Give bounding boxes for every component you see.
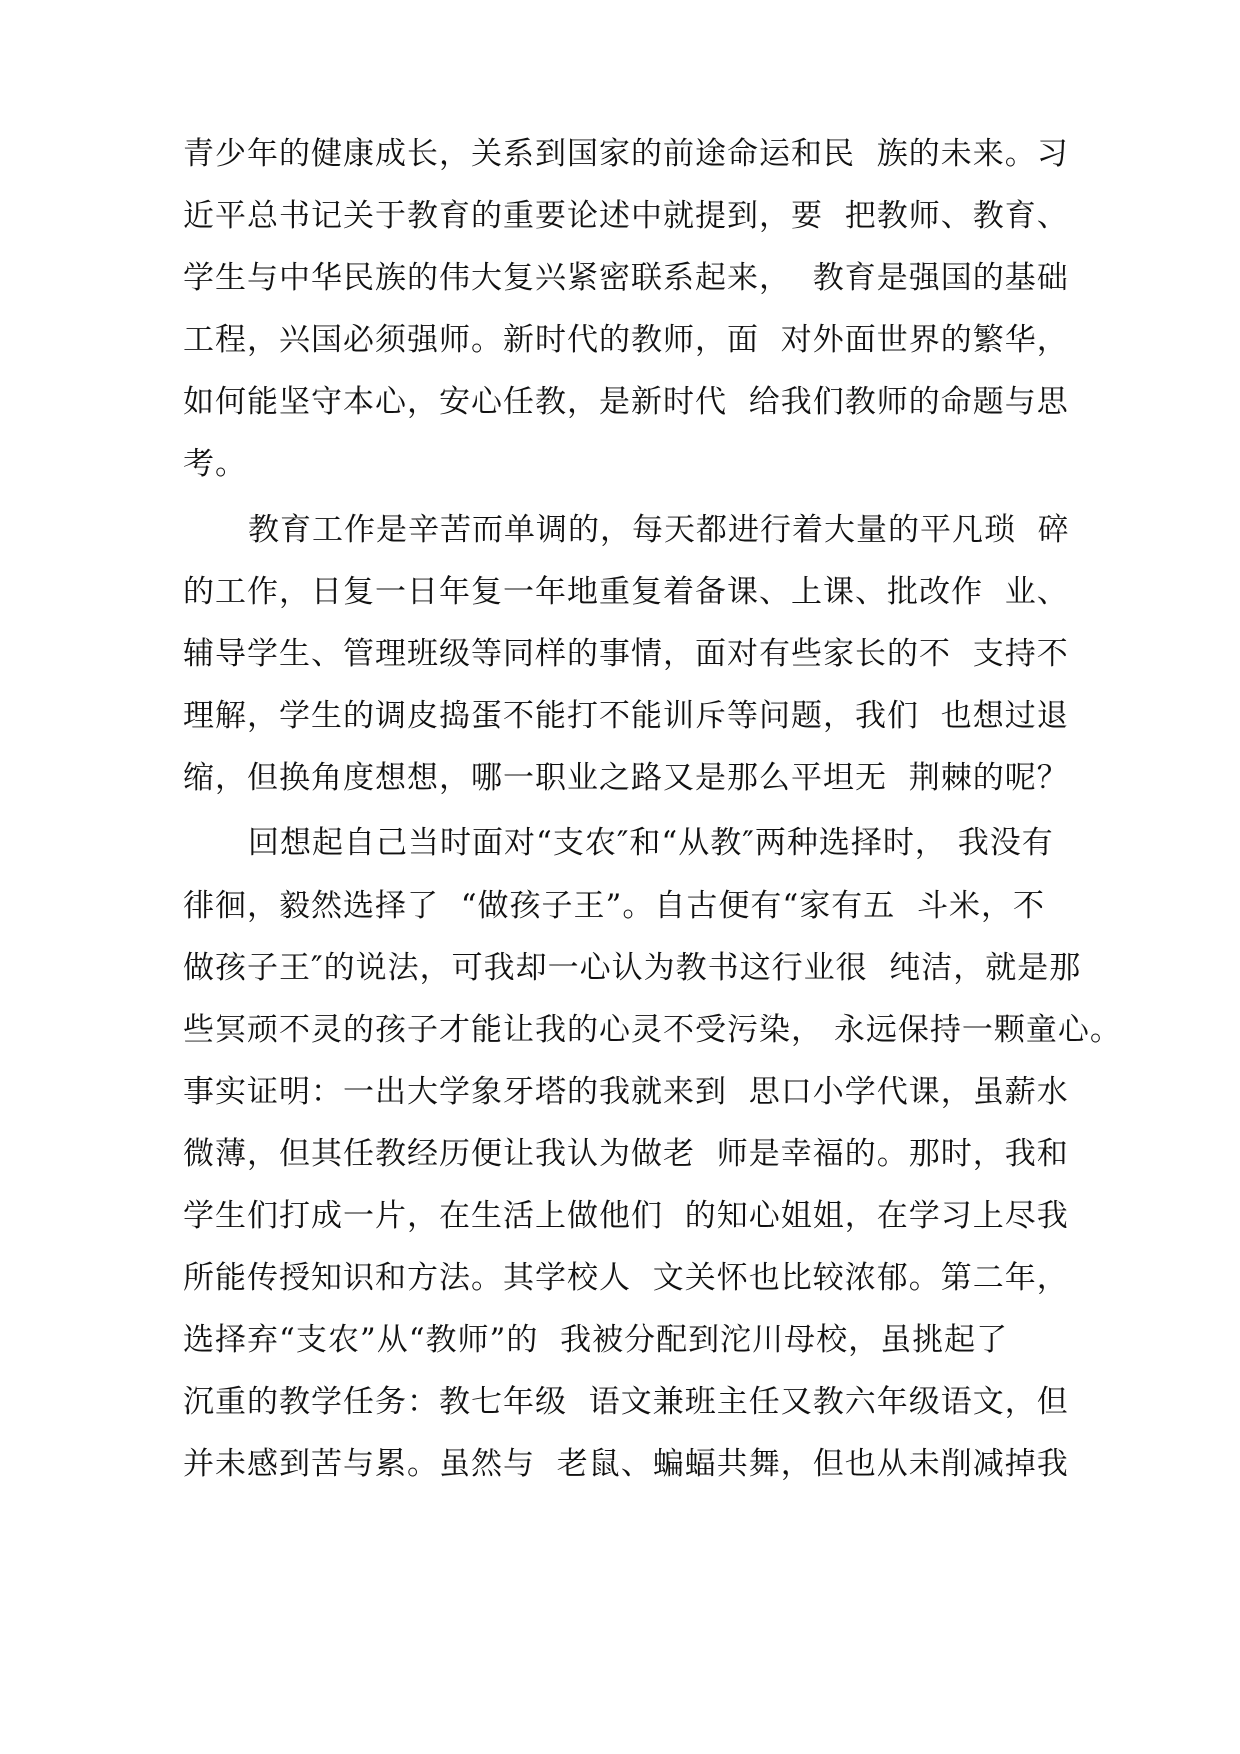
text-line: 青少年的健康成长，关系到国家的前途命运和民 族的未来。习: [183, 136, 1069, 172]
text-line: 辅导学生、管理班级等同样的事情，面对有些家长的不 支持不: [183, 636, 1069, 672]
text-line: 事实证明：一出大学象牙塔的我就来到 思口小学代课，虽薪水: [183, 1074, 1069, 1110]
text-line: 选择弃“支农”从“教师”的 我被分配到沱川母校，虽挑起了: [183, 1322, 1009, 1358]
text-line: 工程，兴国必须强师。新时代的教师，面 对外面世界的繁华，: [183, 322, 1069, 358]
text-line: 如何能坚守本心，安心任教，是新时代 给我们教师的命题与思: [183, 384, 1069, 420]
text-line: 所能传授知识和方法。其学校人 文关怀也比较浓郁。第二年，: [183, 1260, 1069, 1296]
text-line: 些冥顽不灵的孩子才能让我的心灵不受污染， 永远保持一颗童心。: [183, 1012, 1122, 1048]
text-line: 并未感到苦与累。虽然与 老鼠、蝙蝠共舞，但也从未削减掉我: [183, 1446, 1069, 1482]
text-line: 考。: [183, 446, 247, 482]
text-line: 学生与中华民族的伟大复兴紧密联系起来， 教育是强国的基础: [183, 260, 1069, 296]
text-line: 做孩子王″的说法，可我却一心认为教书这行业很 纯洁，就是那: [183, 950, 1082, 986]
text-line: 缩，但换角度想想，哪一职业之路又是那么平坦无 荆棘的呢？: [183, 760, 1069, 796]
text-line: 沉重的教学任务：教七年级 语文兼班主任又教六年级语文，但: [183, 1384, 1069, 1420]
text-line: 的工作，日复一日年复一年地重复着备课、上课、批改作 业、: [183, 574, 1069, 610]
text-line: 徘徊，毅然选择了 “做孩子王”。自古便有“家有五 斗米，不: [183, 888, 1045, 924]
paragraph-first-line: 回想起自己当时面对“支农″和“从教″两种选择时， 我没有: [248, 825, 1054, 861]
text-line: 微薄，但其任教经历便让我认为做老 师是幸福的。那时，我和: [183, 1136, 1069, 1172]
paragraph-first-line: 教育工作是辛苦而单调的，每天都进行着大量的平凡琐 碎: [248, 512, 1070, 548]
text-line: 理解，学生的调皮捣蛋不能打不能训斥等问题，我们 也想过退: [183, 698, 1069, 734]
text-line: 近平总书记关于教育的重要论述中就提到，要 把教师、教育、: [183, 198, 1069, 234]
text-line: 学生们打成一片，在生活上做他们 的知心姐姐，在学习上尽我: [183, 1198, 1069, 1234]
